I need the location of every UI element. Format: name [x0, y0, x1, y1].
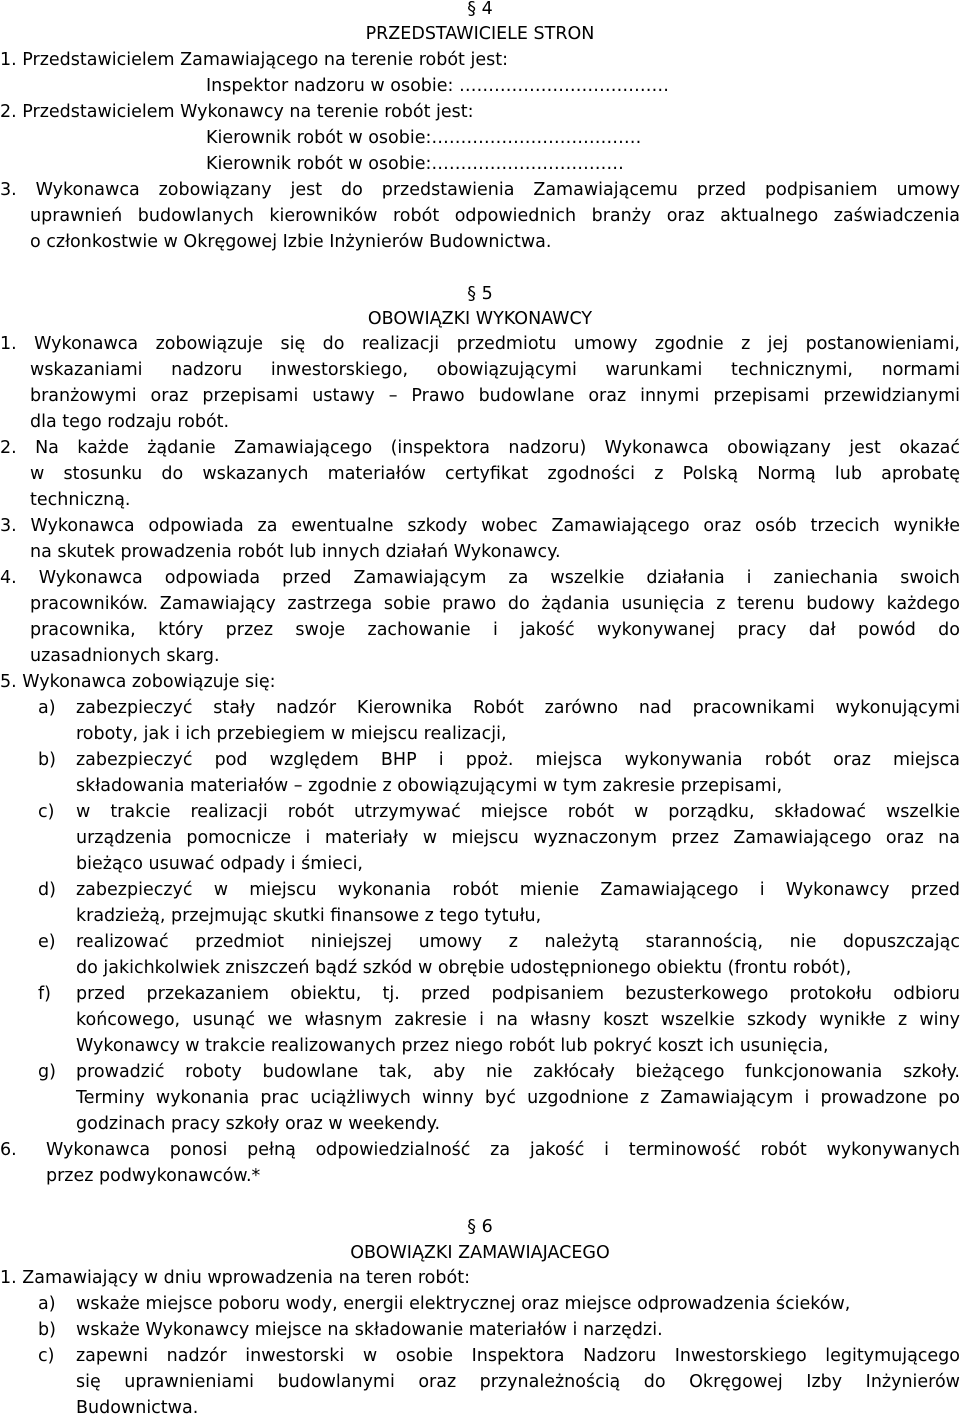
s5-item-d-line-1: zabezpieczyć w miejscu wykonania robót mienie Zamawiającego i Wykonawcy przed [76, 880, 960, 900]
s5-item-c-label: c) [38, 802, 55, 822]
s5-item-d-line-2: kradzieżą, przejmując skutki finansowe z tego tytułu, [76, 906, 542, 926]
s5-item-f-line-2: końcowego, usunąć we własnym zakresie i na własny koszt wszelkie szkody wynikłe z winy [76, 1010, 960, 1030]
s4-point-3-line-1: 3. Wykonawca zobowiązany jest do przedstawienia Zamawiającemu przed podpisaniem umowy [0, 180, 960, 200]
s5-item-e-line-1: realizować przedmiot niniejszej umowy z należytą starannością, nie dopuszczając [76, 932, 960, 952]
s5-point-1-line-1: 1. Wykonawca zobowiązuje się do realizacji przedmiotu umowy zgodnie z jej postanowieniami, [0, 334, 960, 354]
s5-item-a-line-1: zabezpieczyć stały nadzór Kierownika Robót zarówno nad pracownikami wykonującymi [76, 698, 960, 718]
s5-item-a-line-2: roboty, jak i ich przebiegiem w miejscu realizacji, [76, 724, 507, 744]
s5-item-g-label: g) [38, 1062, 56, 1082]
section-5-title: OBOWIĄZKI WYKONAWCY [367, 309, 593, 329]
s6-item-c-label: c) [38, 1346, 55, 1366]
s5-item-b-line-1: zabezpieczyć pod względem BHP i ppoż. miejsca wykonywania robót oraz miejsca [76, 750, 960, 770]
s6-item-a-line-1: wskaże miejsce poboru wody, energii elektrycznej oraz miejsce odprowadzenia ścieków, [76, 1294, 851, 1314]
s5-item-b-line-2: składowania materiałów – zgodnie z obowiązującymi w tym zakresie przepisami, [76, 776, 783, 796]
s5-point-1-line-2: wskazaniami nadzoru inwestorskiego, obowiązującymi warunkami technicznymi, normami [30, 360, 960, 380]
section-5-mark: § 5 [467, 284, 493, 304]
s5-item-d-label: d) [38, 880, 56, 900]
s5-point-2-line-2: w stosunku do wskazanych materiałów certyfikat zgodności z Polską Normą lub aprobatę [30, 464, 960, 484]
s4-point-2: 2. Przedstawicielem Wykonawcy na terenie robót jest: [0, 102, 474, 122]
section-6-mark: § 6 [467, 1217, 493, 1237]
s5-item-g-line-2: Terminy wykonania prac uciążliwych winny być uzgodnione z Zamawiającym i prowadzone po [76, 1088, 960, 1108]
s5-point-1-line-4: dla tego rodzaju robót. [30, 412, 230, 432]
s4-manager-line-1: Kierownik robót w osobie:……………………………… [206, 128, 642, 148]
s6-item-c-line-1: zapewni nadzór inwestorski w osobie Inspektora Nadzoru Inwestorskiego legitymującego [76, 1346, 960, 1366]
s5-point-6-line-1: Wykonawca ponosi pełną odpowiedzialność za jakość i terminowość robót wykonywanych [46, 1140, 960, 1160]
s5-point-2-line-1: 2. Na każde żądanie Zamawiającego (inspektora nadzoru) Wykonawca obowiązany jest okazać [0, 438, 960, 458]
s4-point-3-line-2: uprawnień budowlanych kierowników robót odpowiednich branży oraz aktualnego zaświadczenia [30, 206, 960, 226]
s6-item-a-label: a) [38, 1294, 56, 1314]
s5-point-4-line-4: uzasadnionych skarg. [30, 646, 220, 666]
s6-point-1: 1. Zamawiający w dniu wprowadzenia na teren robót: [0, 1268, 470, 1288]
s5-item-f-line-3: Wykonawcy w trakcie realizowanych przez niego robót lub pokryć koszt ich usunięcia, [76, 1036, 829, 1056]
s5-point-4-line-3: pracownika, który przez swoje zachowanie i jakość wykonywanej pracy dał powód do [30, 620, 960, 640]
s5-point-6-line-2: przez podwykonawców.* [46, 1166, 261, 1186]
s6-item-c-line-2: się uprawnieniami budowlanymi oraz przynależnością do Okręgowej Izby Inżynierów [76, 1372, 960, 1392]
s5-item-c-line-3: bieżąco usuwać odpady i śmieci, [76, 854, 363, 874]
s4-manager-line-2: Kierownik robót w osobie:…………………………… [206, 154, 624, 174]
s4-point-1: 1. Przedstawicielem Zamawiającego na terenie robót jest: [0, 50, 508, 70]
s5-item-g-line-1: prowadzić roboty budowlane tak, aby nie zakłócały bieżącego funkcjonowania szkoły. [76, 1062, 960, 1082]
s5-item-c-line-2: urządzenia pomocnicze i materiały w miejscu wyznaczonym przez Zamawiającego oraz na [76, 828, 960, 848]
s5-item-b-label: b) [38, 750, 56, 770]
s5-point-2-line-3: techniczną. [30, 490, 131, 510]
s5-item-e-label: e) [38, 932, 56, 952]
s4-point-3-line-3: o członkostwie w Okręgowej Izbie Inżynierów Budownictwa. [30, 232, 552, 252]
s4-inspector-line: Inspektor nadzoru w osobie: ……………………………… [206, 76, 669, 96]
s5-point-5: 5. Wykonawca zobowiązuje się: [0, 672, 276, 692]
s5-point-3-line-1: 3. Wykonawca odpowiada za ewentualne szkody wobec Zamawiającego oraz osób trzecich wynikłe [0, 516, 960, 536]
section-6-title: OBOWIĄZKI ZAMAWIAJACEGO [350, 1243, 610, 1263]
s5-point-6-label: 6. [0, 1140, 17, 1160]
s6-item-b-label: b) [38, 1320, 56, 1340]
s5-point-4-line-1: 4. Wykonawca odpowiada przed Zamawiającym za wszelkie działania i zaniechania swoich [0, 568, 960, 588]
s5-item-c-line-1: w trakcie realizacji robót utrzymywać miejsce robót w porządku, składować wszelkie [76, 802, 960, 822]
s5-point-3-line-2: na skutek prowadzenia robót lub innych działań Wykonawcy. [30, 542, 561, 562]
s5-point-4-line-2: pracowników. Zamawiający zastrzega sobie prawo do żądania usunięcia z terenu budowy każdego [30, 594, 960, 614]
section-4-title: PRZEDSTAWICIELE STRON [365, 24, 595, 44]
section-4-mark: § 4 [467, 0, 493, 19]
s6-item-c-line-3: Budownictwa. [76, 1398, 199, 1418]
s5-item-g-line-3: godzinach pracy szkoły oraz w weekendy. [76, 1114, 441, 1134]
s5-item-e-line-2: do jakichkolwiek zniszczeń bądź szkód w obrębie udostępnionego obiektu (frontu robót), [76, 958, 852, 978]
s5-point-1-line-3: branżowymi oraz przepisami ustawy – Prawo budowlane oraz innymi przepisami przewidzianymi [30, 386, 960, 406]
s5-item-f-label: f) [38, 984, 51, 1004]
s5-item-f-line-1: przed przekazaniem obiektu, tj. przed podpisaniem bezusterkowego protokołu odbioru [76, 984, 960, 1004]
s5-item-a-label: a) [38, 698, 56, 718]
s6-item-b-line-1: wskaże Wykonawcy miejsce na składowanie materiałów i narzędzi. [76, 1320, 663, 1340]
